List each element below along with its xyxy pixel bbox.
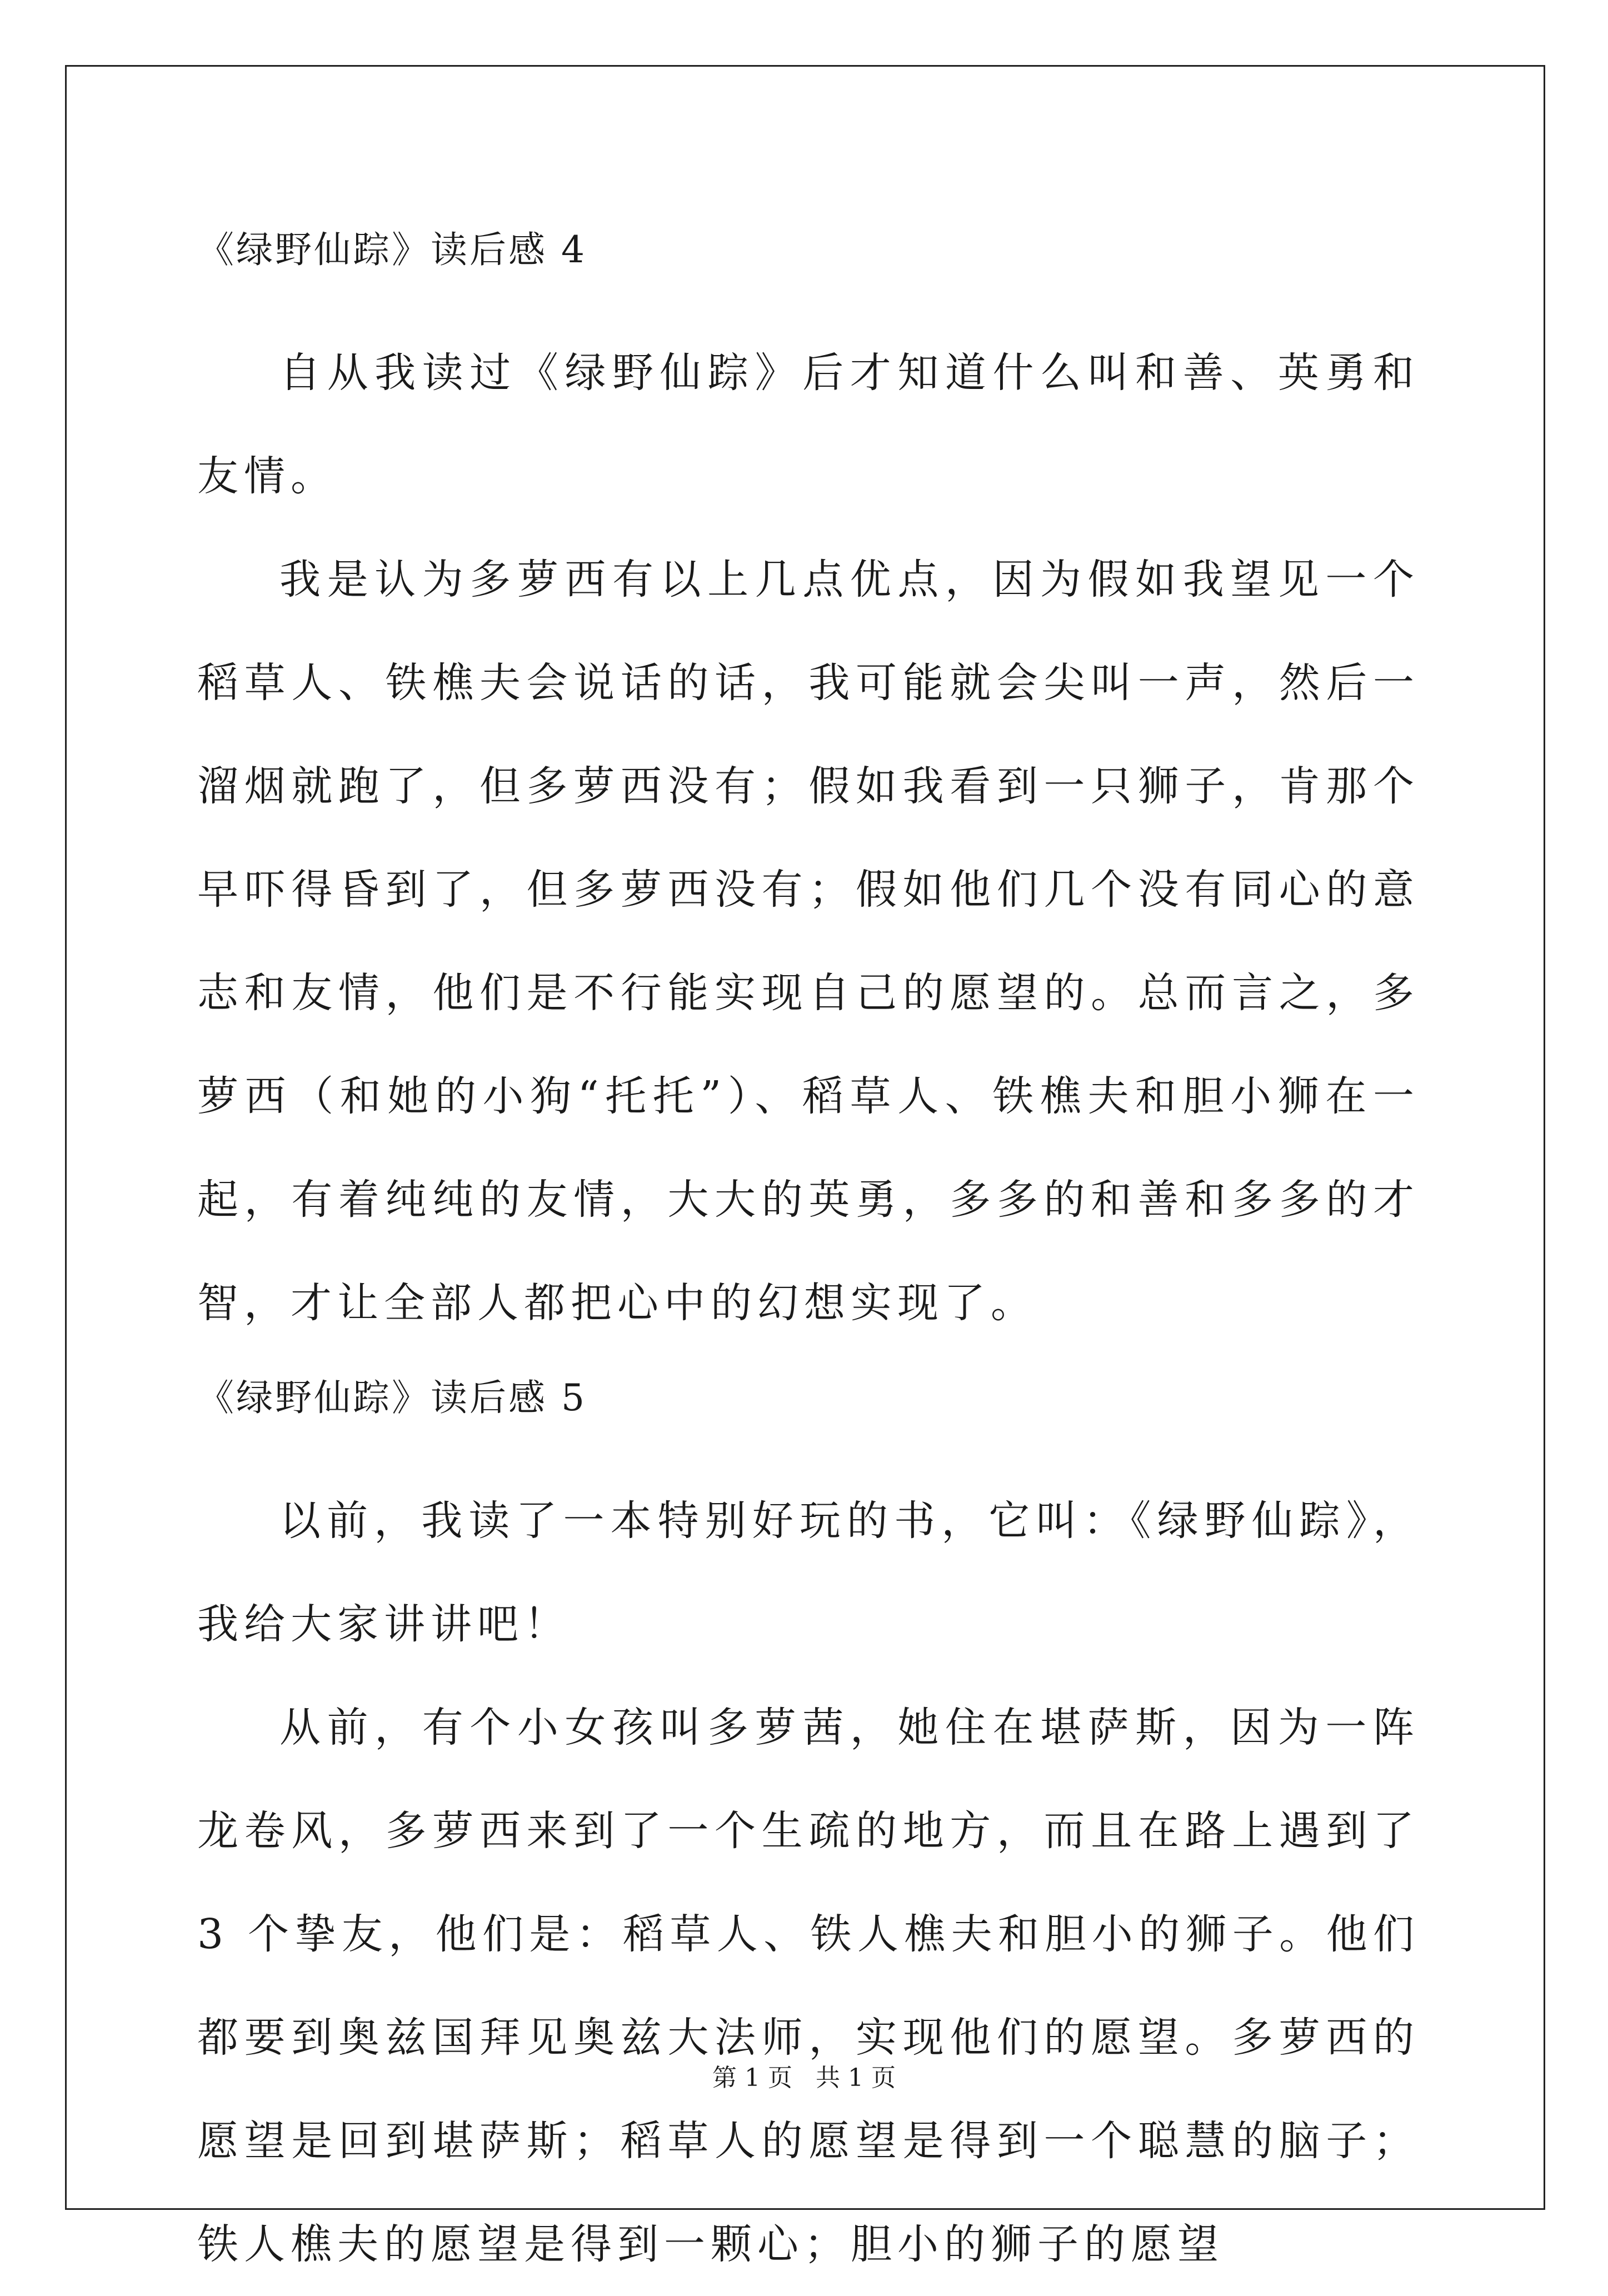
page-footer: 第 1 页 共 1 页	[712, 2064, 896, 2092]
paragraph: 我是认为多萝西有以上几点优点，因为假如我望见一个稻草人、铁樵夫会说话的话，我可能就会尖叫一声，然后一溜烟就跑了，但多萝西没有；假如我看到一只狮子，肯那个早吓得昏到了，但多萝西没有；假如他们几个没有同心的意志和友情，他们是不行能实现自己的愿望的。总而言之，多萝西（和她的小狗“托托”）、稻草人、铁樵夫和胆小狮在一起，有着纯纯的友情，大大的英勇，多多的和善和多多的才智，才让全部人都把心中的幻想实现了。	[197, 556, 1420, 1327]
paragraph: 从前，有个小女孩叫多萝茜，她住在堪萨斯，因为一阵龙卷风，多萝西来到了一个生疏的地方，而且在路上遇到了 3 个挚友，他们是：稻草人、铁人樵夫和胆小的狮子。他们都要到奥兹国拜见奥兹大法师，实现他们的愿望。多萝西的愿望是回到堪萨斯；稻草人的愿望是得到一个聪慧的脑子；铁人樵夫的愿望是得到一颗心；胆小的狮子的愿望	[197, 1704, 1420, 2268]
section-title-4: 《绿野仙踪》读后感 4	[197, 228, 587, 271]
section-title-5: 《绿野仙踪》读后感 5	[197, 1376, 587, 1419]
paragraph: 以前，我读了一本特别好玩的书，它叫：《绿野仙踪》，我给大家讲讲吧！	[197, 1497, 1420, 1648]
document-body	[197, 217, 1420, 2296]
paragraph: 自从我读过《绿野仙踪》后才知道什么叫和善、英勇和友情。	[197, 349, 1420, 500]
